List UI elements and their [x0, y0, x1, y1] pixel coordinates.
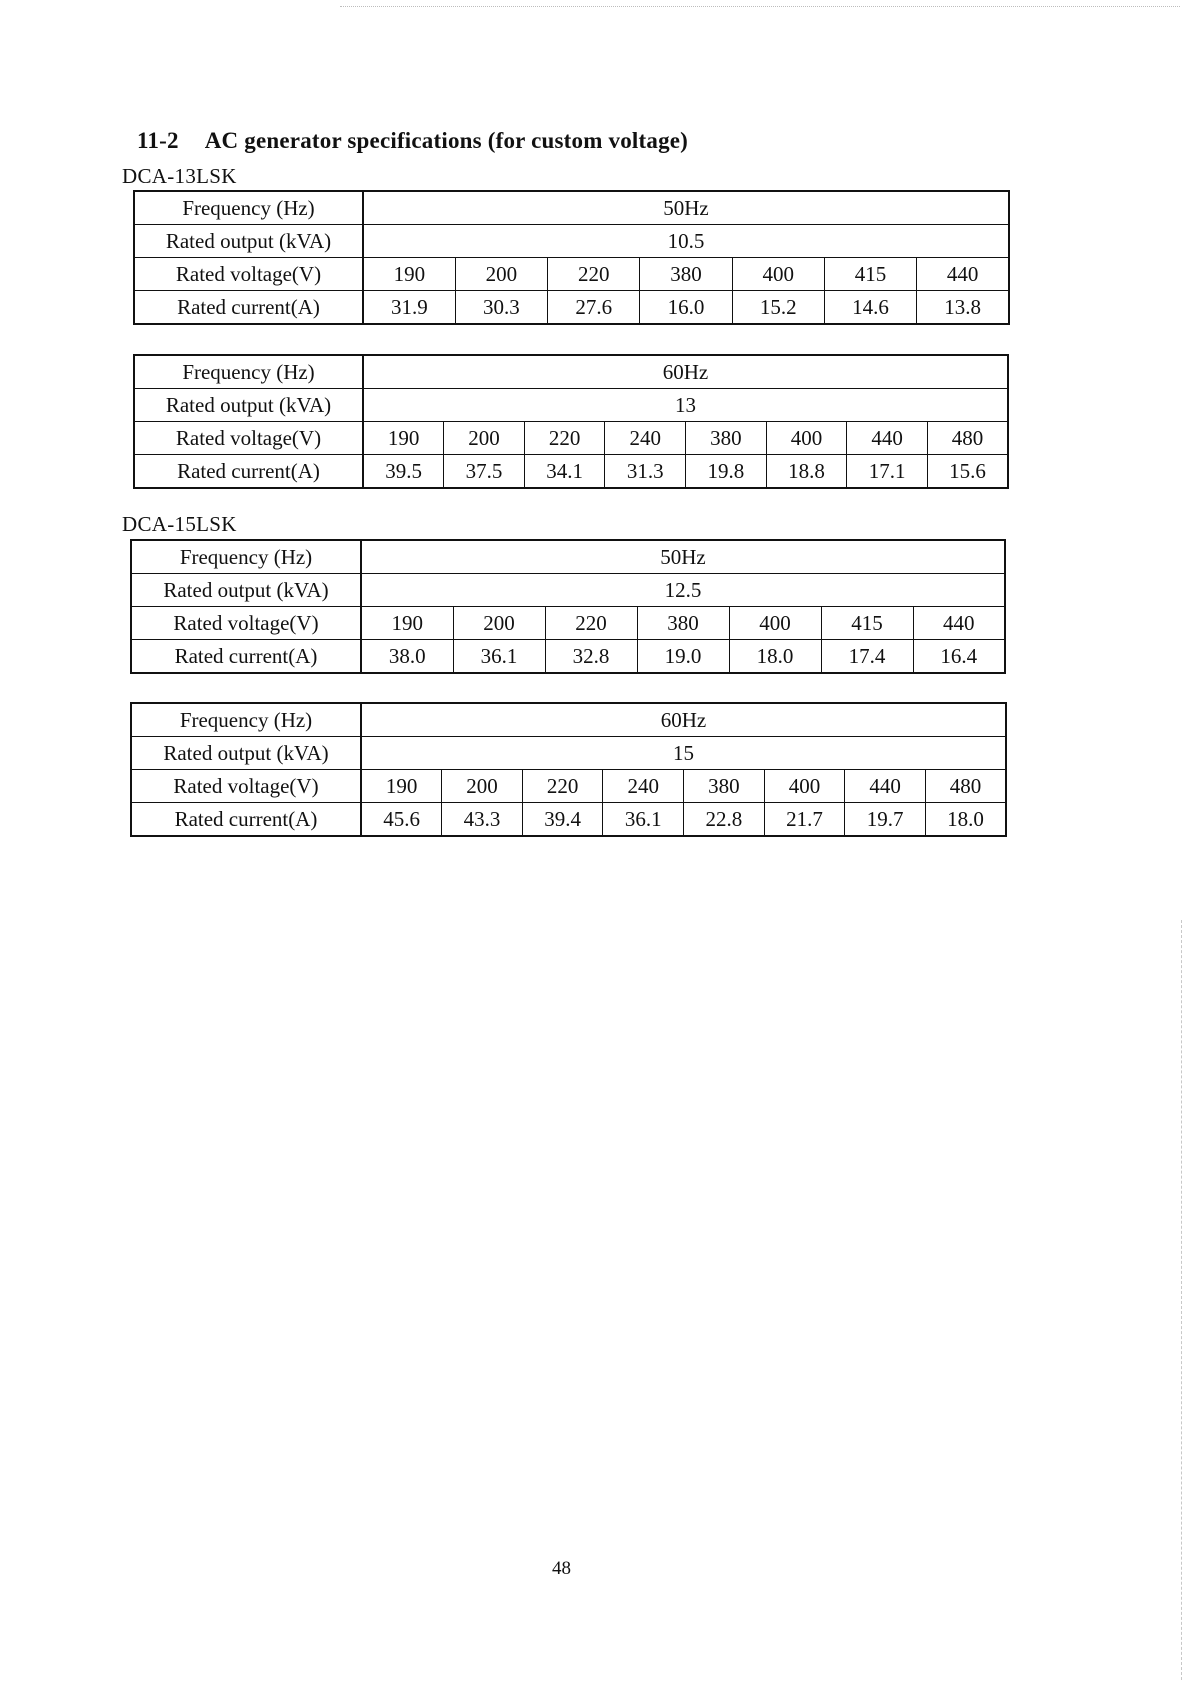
section-number: 11-2: [137, 128, 179, 153]
table-row: [131, 803, 1006, 837]
table-row: [134, 422, 1008, 455]
voltage-cell: 200: [442, 770, 523, 803]
table-row: [134, 455, 1008, 489]
table-row: [134, 291, 1009, 325]
current-cell: 30.3: [455, 291, 547, 325]
rated-output-value: 13: [363, 389, 1008, 422]
table-row: [131, 770, 1006, 803]
current-cell: 36.1: [603, 803, 684, 837]
rated-voltage-label: Rated voltage(V): [131, 770, 361, 803]
table-row: [131, 640, 1005, 674]
voltage-cell: 400: [766, 422, 847, 455]
frequency-value: 60Hz: [363, 355, 1008, 389]
section-title: AC generator specifications (for custom voltage): [204, 128, 689, 153]
rated-current-label: Rated current(A): [131, 803, 361, 837]
voltage-cell: 200: [455, 258, 547, 291]
rated-current-label: Rated current(A): [134, 291, 363, 325]
current-cell: 21.7: [764, 803, 845, 837]
current-cell: 19.7: [845, 803, 926, 837]
frequency-value: 60Hz: [361, 703, 1006, 737]
current-cell: 16.4: [913, 640, 1005, 674]
voltage-cell: 240: [603, 770, 684, 803]
current-cell: 31.3: [605, 455, 686, 489]
current-cell: 18.0: [729, 640, 821, 674]
voltage-cell: 415: [821, 607, 913, 640]
current-cell: 32.8: [545, 640, 637, 674]
table-row: [131, 574, 1005, 607]
rated-voltage-label: Rated voltage(V): [134, 258, 363, 291]
scan-artifact-top: [340, 6, 1180, 9]
current-cell: 15.2: [732, 291, 824, 325]
table-row: [134, 355, 1008, 389]
current-cell: 17.1: [847, 455, 928, 489]
voltage-cell: 190: [363, 258, 455, 291]
spec-table: [130, 702, 1007, 837]
voltage-cell: 220: [524, 422, 605, 455]
voltage-cell: 200: [444, 422, 525, 455]
rated-voltage-label: Rated voltage(V): [134, 422, 363, 455]
spec-table: [133, 354, 1009, 489]
current-cell: 34.1: [524, 455, 605, 489]
voltage-cell: 440: [847, 422, 928, 455]
voltage-cell: 220: [522, 770, 603, 803]
voltage-cell: 240: [605, 422, 686, 455]
current-cell: 15.6: [927, 455, 1008, 489]
current-cell: 37.5: [444, 455, 525, 489]
voltage-cell: 380: [637, 607, 729, 640]
voltage-cell: 400: [764, 770, 845, 803]
current-cell: 36.1: [453, 640, 545, 674]
voltage-cell: 380: [640, 258, 732, 291]
rated-output-value: 12.5: [361, 574, 1005, 607]
voltage-cell: 220: [548, 258, 640, 291]
voltage-cell: 400: [732, 258, 824, 291]
frequency-value: 50Hz: [363, 191, 1009, 225]
voltage-cell: 440: [917, 258, 1009, 291]
table-row: [131, 540, 1005, 574]
rated-current-label: Rated current(A): [131, 640, 361, 674]
voltage-cell: 400: [729, 607, 821, 640]
current-cell: 27.6: [548, 291, 640, 325]
voltage-cell: 190: [361, 770, 442, 803]
section-heading: [137, 128, 688, 154]
table-row: [131, 607, 1005, 640]
voltage-cell: 480: [925, 770, 1006, 803]
table-row: [134, 258, 1009, 291]
current-cell: 18.0: [925, 803, 1006, 837]
current-cell: 45.6: [361, 803, 442, 837]
voltage-cell: 200: [453, 607, 545, 640]
voltage-cell: 380: [686, 422, 767, 455]
current-cell: 22.8: [684, 803, 765, 837]
current-cell: 19.0: [637, 640, 729, 674]
voltage-cell: 415: [824, 258, 916, 291]
scan-artifact-edge: [1181, 920, 1183, 1680]
voltage-cell: 440: [845, 770, 926, 803]
rated-output-value: 15: [361, 737, 1006, 770]
frequency-label: Frequency (Hz): [131, 540, 361, 574]
spec-table: [130, 539, 1006, 674]
model-name: DCA-13LSK: [122, 164, 237, 188]
current-cell: 43.3: [442, 803, 523, 837]
rated-voltage-label: Rated voltage(V): [131, 607, 361, 640]
voltage-cell: 440: [913, 607, 1005, 640]
current-cell: 14.6: [824, 291, 916, 325]
rated-output-label: Rated output (kVA): [134, 389, 363, 422]
table-row: [131, 737, 1006, 770]
voltage-cell: 220: [545, 607, 637, 640]
current-cell: 13.8: [917, 291, 1009, 325]
rated-current-label: Rated current(A): [134, 455, 363, 489]
table-row: [134, 225, 1009, 258]
table-row: [134, 191, 1009, 225]
rated-output-value: 10.5: [363, 225, 1009, 258]
voltage-cell: 480: [927, 422, 1008, 455]
current-cell: 17.4: [821, 640, 913, 674]
rated-output-label: Rated output (kVA): [131, 574, 361, 607]
rated-output-label: Rated output (kVA): [134, 225, 363, 258]
current-cell: 18.8: [766, 455, 847, 489]
current-cell: 39.4: [522, 803, 603, 837]
page-number: 48: [552, 1558, 571, 1579]
voltage-cell: 190: [363, 422, 444, 455]
frequency-value: 50Hz: [361, 540, 1005, 574]
current-cell: 19.8: [686, 455, 767, 489]
frequency-label: Frequency (Hz): [131, 703, 361, 737]
voltage-cell: 190: [361, 607, 453, 640]
model-name: DCA-15LSK: [122, 512, 237, 536]
table-row: [134, 389, 1008, 422]
voltage-cell: 380: [684, 770, 765, 803]
frequency-label: Frequency (Hz): [134, 191, 363, 225]
spec-table: [133, 190, 1010, 325]
current-cell: 31.9: [363, 291, 455, 325]
frequency-label: Frequency (Hz): [134, 355, 363, 389]
rated-output-label: Rated output (kVA): [131, 737, 361, 770]
table-row: [131, 703, 1006, 737]
current-cell: 16.0: [640, 291, 732, 325]
current-cell: 39.5: [363, 455, 444, 489]
current-cell: 38.0: [361, 640, 453, 674]
